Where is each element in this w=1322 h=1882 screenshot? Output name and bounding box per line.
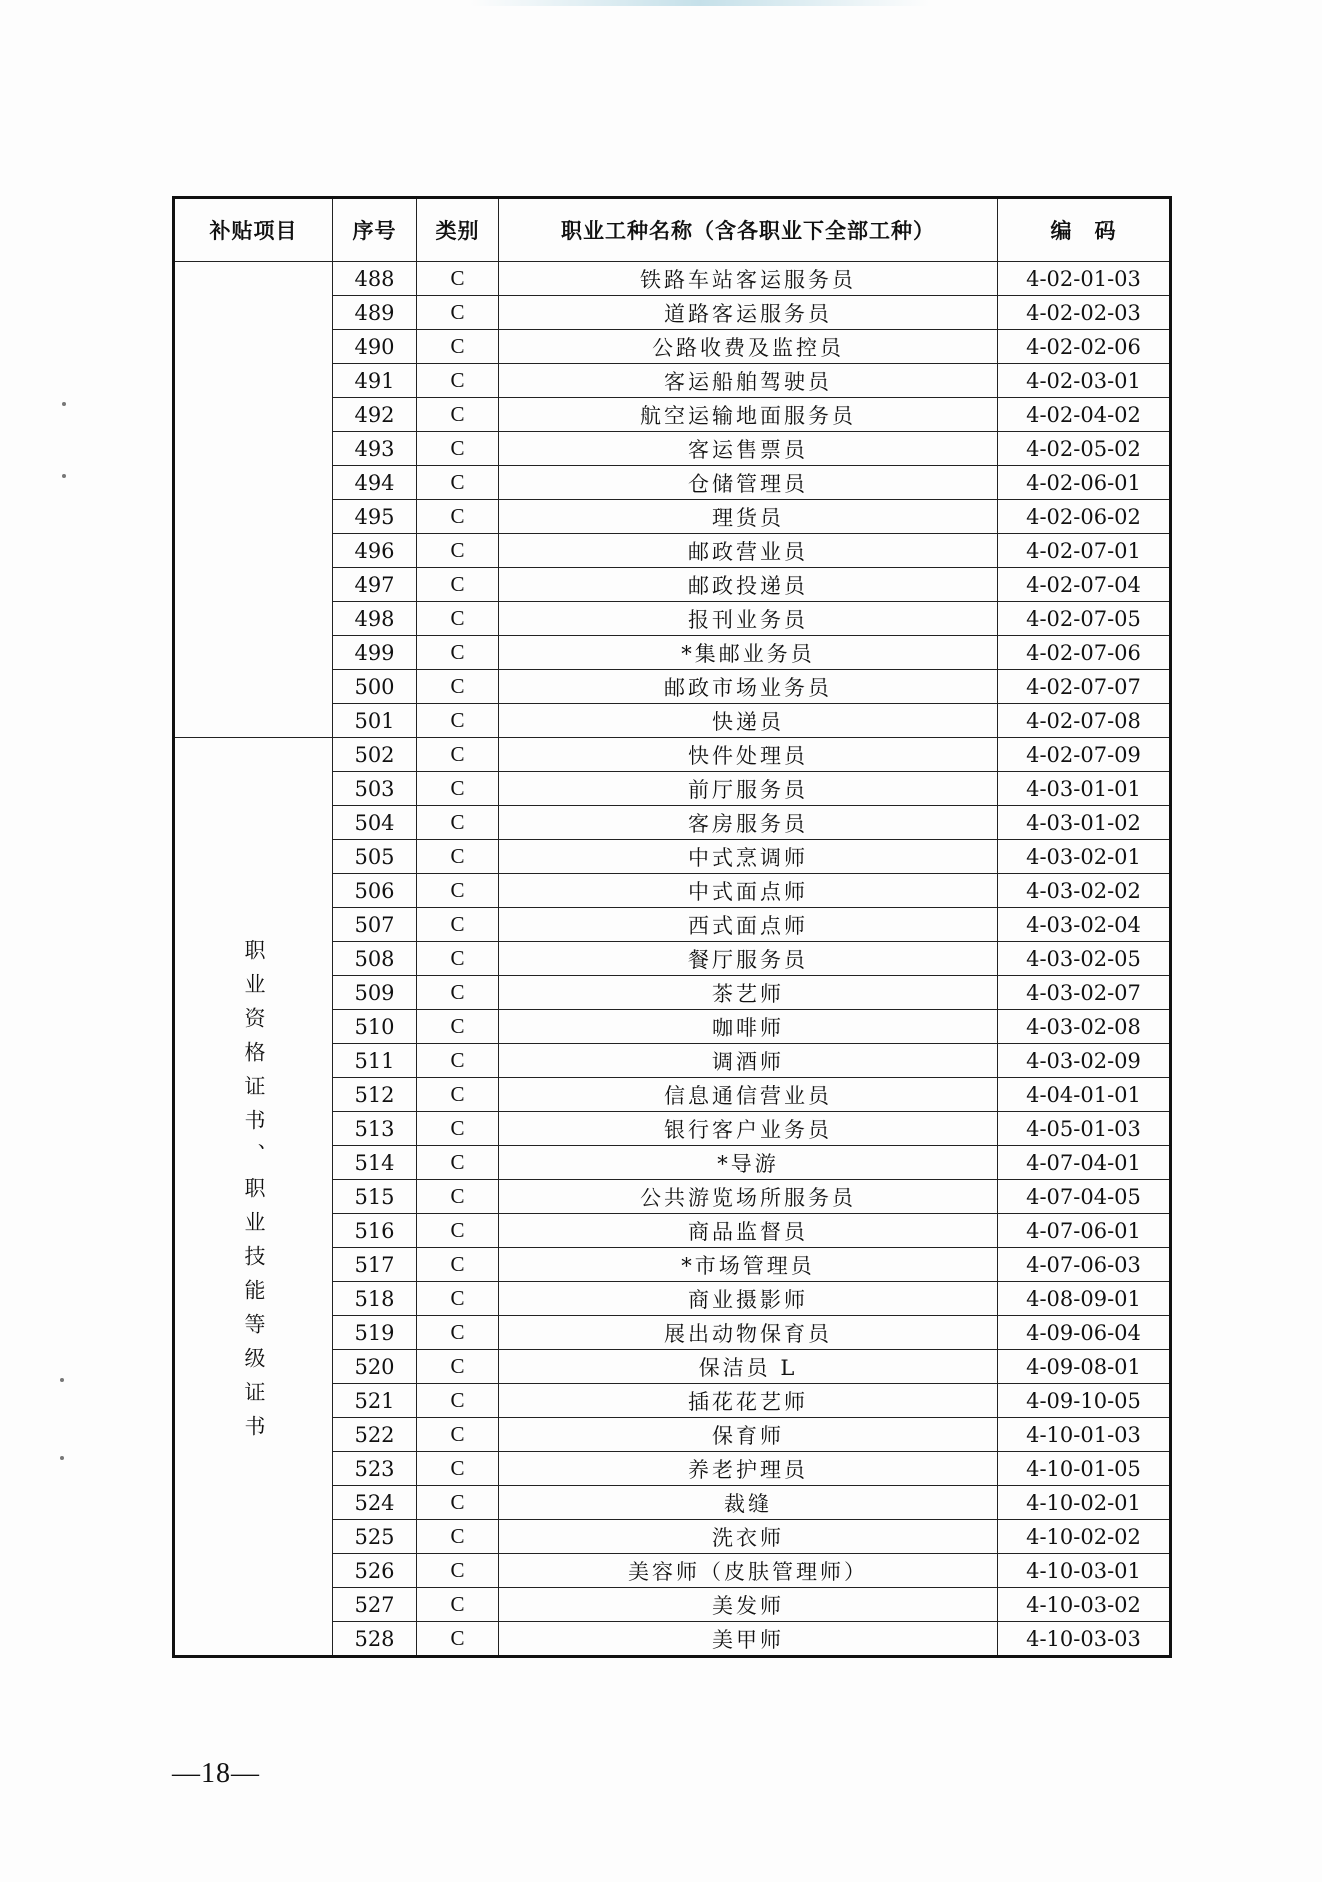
category-cell: C bbox=[417, 296, 499, 330]
occupation-name-cell: 邮政市场业务员 bbox=[499, 670, 998, 704]
code-cell: 4-03-02-08 bbox=[998, 1010, 1171, 1044]
seq-cell: 497 bbox=[333, 568, 417, 602]
seq-cell: 514 bbox=[333, 1146, 417, 1180]
category-cell: C bbox=[417, 1010, 499, 1044]
occupation-name-cell: *导游 bbox=[499, 1146, 998, 1180]
occupation-name-cell: 咖啡师 bbox=[499, 1010, 998, 1044]
category-cell: C bbox=[417, 1316, 499, 1350]
code-cell: 4-07-06-01 bbox=[998, 1214, 1171, 1248]
occupation-name-cell: 快递员 bbox=[499, 704, 998, 738]
category-cell: C bbox=[417, 500, 499, 534]
category-cell: C bbox=[417, 262, 499, 296]
code-cell: 4-02-02-06 bbox=[998, 330, 1171, 364]
code-cell: 4-02-01-03 bbox=[998, 262, 1171, 296]
code-cell: 4-02-07-09 bbox=[998, 738, 1171, 772]
subsidy-item-cell-blank bbox=[174, 262, 333, 738]
category-cell: C bbox=[417, 1622, 499, 1657]
scan-speck bbox=[60, 1456, 64, 1460]
occupation-name-cell: 保洁员 L bbox=[499, 1350, 998, 1384]
seq-cell: 522 bbox=[333, 1418, 417, 1452]
code-cell: 4-03-02-02 bbox=[998, 874, 1171, 908]
seq-cell: 500 bbox=[333, 670, 417, 704]
code-cell: 4-09-06-04 bbox=[998, 1316, 1171, 1350]
occupation-name-cell: 银行客户业务员 bbox=[499, 1112, 998, 1146]
occupation-name-cell: 航空运输地面服务员 bbox=[499, 398, 998, 432]
occupation-name-cell: 保育师 bbox=[499, 1418, 998, 1452]
seq-cell: 501 bbox=[333, 704, 417, 738]
category-cell: C bbox=[417, 1078, 499, 1112]
seq-cell: 528 bbox=[333, 1622, 417, 1657]
category-cell: C bbox=[417, 398, 499, 432]
occupation-name-cell: 美容师（皮肤管理师） bbox=[499, 1554, 998, 1588]
code-cell: 4-03-02-01 bbox=[998, 840, 1171, 874]
seq-cell: 524 bbox=[333, 1486, 417, 1520]
occupation-name-cell: 公共游览场所服务员 bbox=[499, 1180, 998, 1214]
seq-cell: 505 bbox=[333, 840, 417, 874]
category-cell: C bbox=[417, 432, 499, 466]
code-cell: 4-08-09-01 bbox=[998, 1282, 1171, 1316]
code-cell: 4-02-07-06 bbox=[998, 636, 1171, 670]
occupation-name-cell: 中式面点师 bbox=[499, 874, 998, 908]
code-cell: 4-02-04-02 bbox=[998, 398, 1171, 432]
seq-cell: 509 bbox=[333, 976, 417, 1010]
code-cell: 4-03-02-05 bbox=[998, 942, 1171, 976]
code-cell: 4-05-01-03 bbox=[998, 1112, 1171, 1146]
code-cell: 4-10-01-05 bbox=[998, 1452, 1171, 1486]
category-cell: C bbox=[417, 772, 499, 806]
code-cell: 4-10-03-03 bbox=[998, 1622, 1171, 1657]
occupation-name-cell: 信息通信营业员 bbox=[499, 1078, 998, 1112]
code-cell: 4-07-06-03 bbox=[998, 1248, 1171, 1282]
seq-cell: 494 bbox=[333, 466, 417, 500]
occupation-name-cell: 客房服务员 bbox=[499, 806, 998, 840]
occupation-name-cell: 客运售票员 bbox=[499, 432, 998, 466]
category-cell: C bbox=[417, 602, 499, 636]
code-cell: 4-02-06-01 bbox=[998, 466, 1171, 500]
code-cell: 4-10-03-01 bbox=[998, 1554, 1171, 1588]
code-cell: 4-09-08-01 bbox=[998, 1350, 1171, 1384]
category-cell: C bbox=[417, 636, 499, 670]
code-cell: 4-02-02-03 bbox=[998, 296, 1171, 330]
occupation-name-cell: 商业摄影师 bbox=[499, 1282, 998, 1316]
seq-cell: 512 bbox=[333, 1078, 417, 1112]
category-cell: C bbox=[417, 1452, 499, 1486]
category-cell: C bbox=[417, 806, 499, 840]
seq-cell: 492 bbox=[333, 398, 417, 432]
category-cell: C bbox=[417, 534, 499, 568]
code-cell: 4-02-06-02 bbox=[998, 500, 1171, 534]
occupation-name-cell: 快件处理员 bbox=[499, 738, 998, 772]
occupation-name-cell: 洗衣师 bbox=[499, 1520, 998, 1554]
seq-cell: 495 bbox=[333, 500, 417, 534]
occupation-name-cell: 展出动物保育员 bbox=[499, 1316, 998, 1350]
category-cell: C bbox=[417, 1486, 499, 1520]
category-cell: C bbox=[417, 1248, 499, 1282]
code-cell: 4-02-07-04 bbox=[998, 568, 1171, 602]
category-cell: C bbox=[417, 1282, 499, 1316]
code-cell: 4-10-03-02 bbox=[998, 1588, 1171, 1622]
occupation-name-cell: 报刊业务员 bbox=[499, 602, 998, 636]
code-cell: 4-03-01-01 bbox=[998, 772, 1171, 806]
code-cell: 4-02-03-01 bbox=[998, 364, 1171, 398]
occupation-name-cell: 公路收费及监控员 bbox=[499, 330, 998, 364]
occupation-name-cell: 餐厅服务员 bbox=[499, 942, 998, 976]
table-body bbox=[174, 262, 1171, 1657]
seq-cell: 503 bbox=[333, 772, 417, 806]
code-cell: 4-03-02-07 bbox=[998, 976, 1171, 1010]
category-cell: C bbox=[417, 1418, 499, 1452]
occupation-name-cell: 邮政营业员 bbox=[499, 534, 998, 568]
category-cell: C bbox=[417, 1112, 499, 1146]
scan-edge-tint bbox=[470, 0, 930, 6]
occupation-name-cell: 道路客运服务员 bbox=[499, 296, 998, 330]
table-row bbox=[174, 738, 1171, 772]
scan-speck bbox=[62, 402, 66, 406]
seq-cell: 498 bbox=[333, 602, 417, 636]
occupation-name-cell: 理货员 bbox=[499, 500, 998, 534]
category-cell: C bbox=[417, 840, 499, 874]
occupation-table bbox=[172, 196, 1172, 1658]
category-cell: C bbox=[417, 976, 499, 1010]
seq-cell: 519 bbox=[333, 1316, 417, 1350]
occupation-name-cell: 西式面点师 bbox=[499, 908, 998, 942]
category-cell: C bbox=[417, 1146, 499, 1180]
seq-cell: 496 bbox=[333, 534, 417, 568]
seq-cell: 527 bbox=[333, 1588, 417, 1622]
seq-cell: 489 bbox=[333, 296, 417, 330]
occupation-name-cell: 铁路车站客运服务员 bbox=[499, 262, 998, 296]
code-cell: 4-02-07-01 bbox=[998, 534, 1171, 568]
code-cell: 4-10-02-02 bbox=[998, 1520, 1171, 1554]
code-cell: 4-09-10-05 bbox=[998, 1384, 1171, 1418]
category-cell: C bbox=[417, 1214, 499, 1248]
occupation-name-cell: 调酒师 bbox=[499, 1044, 998, 1078]
header-occupation-name: 职业工种名称（含各职业下全部工种） bbox=[499, 198, 998, 262]
category-cell: C bbox=[417, 1180, 499, 1214]
category-cell: C bbox=[417, 1554, 499, 1588]
header-category: 类别 bbox=[417, 198, 499, 262]
occupation-name-cell: 茶艺师 bbox=[499, 976, 998, 1010]
seq-cell: 493 bbox=[333, 432, 417, 466]
seq-cell: 490 bbox=[333, 330, 417, 364]
seq-cell: 516 bbox=[333, 1214, 417, 1248]
code-cell: 4-10-02-01 bbox=[998, 1486, 1171, 1520]
seq-cell: 521 bbox=[333, 1384, 417, 1418]
occupation-name-cell: *集邮业务员 bbox=[499, 636, 998, 670]
code-cell: 4-02-07-07 bbox=[998, 670, 1171, 704]
seq-cell: 488 bbox=[333, 262, 417, 296]
seq-cell: 507 bbox=[333, 908, 417, 942]
code-cell: 4-07-04-05 bbox=[998, 1180, 1171, 1214]
occupation-name-cell: 商品监督员 bbox=[499, 1214, 998, 1248]
seq-cell: 513 bbox=[333, 1112, 417, 1146]
subsidy-item-cell bbox=[174, 738, 333, 1657]
code-cell: 4-02-05-02 bbox=[998, 432, 1171, 466]
seq-cell: 518 bbox=[333, 1282, 417, 1316]
category-cell: C bbox=[417, 874, 499, 908]
scan-speck bbox=[60, 1378, 64, 1382]
header-code: 编 码 bbox=[998, 198, 1171, 262]
seq-cell: 504 bbox=[333, 806, 417, 840]
occupation-name-cell: 邮政投递员 bbox=[499, 568, 998, 602]
scan-speck bbox=[62, 474, 66, 478]
occupation-name-cell: *市场管理员 bbox=[499, 1248, 998, 1282]
category-cell: C bbox=[417, 1520, 499, 1554]
code-cell: 4-02-07-05 bbox=[998, 602, 1171, 636]
occupation-name-cell: 插花花艺师 bbox=[499, 1384, 998, 1418]
page-number: —18— bbox=[172, 1758, 260, 1789]
category-cell: C bbox=[417, 330, 499, 364]
seq-cell: 517 bbox=[333, 1248, 417, 1282]
header-subsidy-item: 补贴项目 bbox=[174, 198, 333, 262]
subsidy-item-label: 职业资格证书、职业技能等级证书 bbox=[242, 939, 266, 1449]
category-cell: C bbox=[417, 738, 499, 772]
occupation-name-cell: 中式烹调师 bbox=[499, 840, 998, 874]
code-cell: 4-03-01-02 bbox=[998, 806, 1171, 840]
occupation-name-cell: 养老护理员 bbox=[499, 1452, 998, 1486]
code-cell: 4-07-04-01 bbox=[998, 1146, 1171, 1180]
category-cell: C bbox=[417, 1588, 499, 1622]
table-row bbox=[174, 262, 1171, 296]
occupation-name-cell: 前厅服务员 bbox=[499, 772, 998, 806]
code-cell: 4-10-01-03 bbox=[998, 1418, 1171, 1452]
occupation-name-cell: 美甲师 bbox=[499, 1622, 998, 1657]
seq-cell: 491 bbox=[333, 364, 417, 398]
occupation-name-cell: 美发师 bbox=[499, 1588, 998, 1622]
category-cell: C bbox=[417, 704, 499, 738]
header-seq: 序号 bbox=[333, 198, 417, 262]
code-cell: 4-03-02-04 bbox=[998, 908, 1171, 942]
seq-cell: 506 bbox=[333, 874, 417, 908]
seq-cell: 526 bbox=[333, 1554, 417, 1588]
category-cell: C bbox=[417, 942, 499, 976]
occupation-name-cell: 仓储管理员 bbox=[499, 466, 998, 500]
category-cell: C bbox=[417, 466, 499, 500]
seq-cell: 510 bbox=[333, 1010, 417, 1044]
category-cell: C bbox=[417, 1044, 499, 1078]
seq-cell: 511 bbox=[333, 1044, 417, 1078]
code-cell: 4-03-02-09 bbox=[998, 1044, 1171, 1078]
table-header-row bbox=[174, 198, 1171, 262]
code-cell: 4-02-07-08 bbox=[998, 704, 1171, 738]
seq-cell: 515 bbox=[333, 1180, 417, 1214]
seq-cell: 520 bbox=[333, 1350, 417, 1384]
category-cell: C bbox=[417, 364, 499, 398]
occupation-name-cell: 裁缝 bbox=[499, 1486, 998, 1520]
category-cell: C bbox=[417, 568, 499, 602]
category-cell: C bbox=[417, 670, 499, 704]
occupation-name-cell: 客运船舶驾驶员 bbox=[499, 364, 998, 398]
code-cell: 4-04-01-01 bbox=[998, 1078, 1171, 1112]
seq-cell: 499 bbox=[333, 636, 417, 670]
category-cell: C bbox=[417, 908, 499, 942]
category-cell: C bbox=[417, 1384, 499, 1418]
seq-cell: 508 bbox=[333, 942, 417, 976]
category-cell: C bbox=[417, 1350, 499, 1384]
seq-cell: 502 bbox=[333, 738, 417, 772]
seq-cell: 525 bbox=[333, 1520, 417, 1554]
seq-cell: 523 bbox=[333, 1452, 417, 1486]
